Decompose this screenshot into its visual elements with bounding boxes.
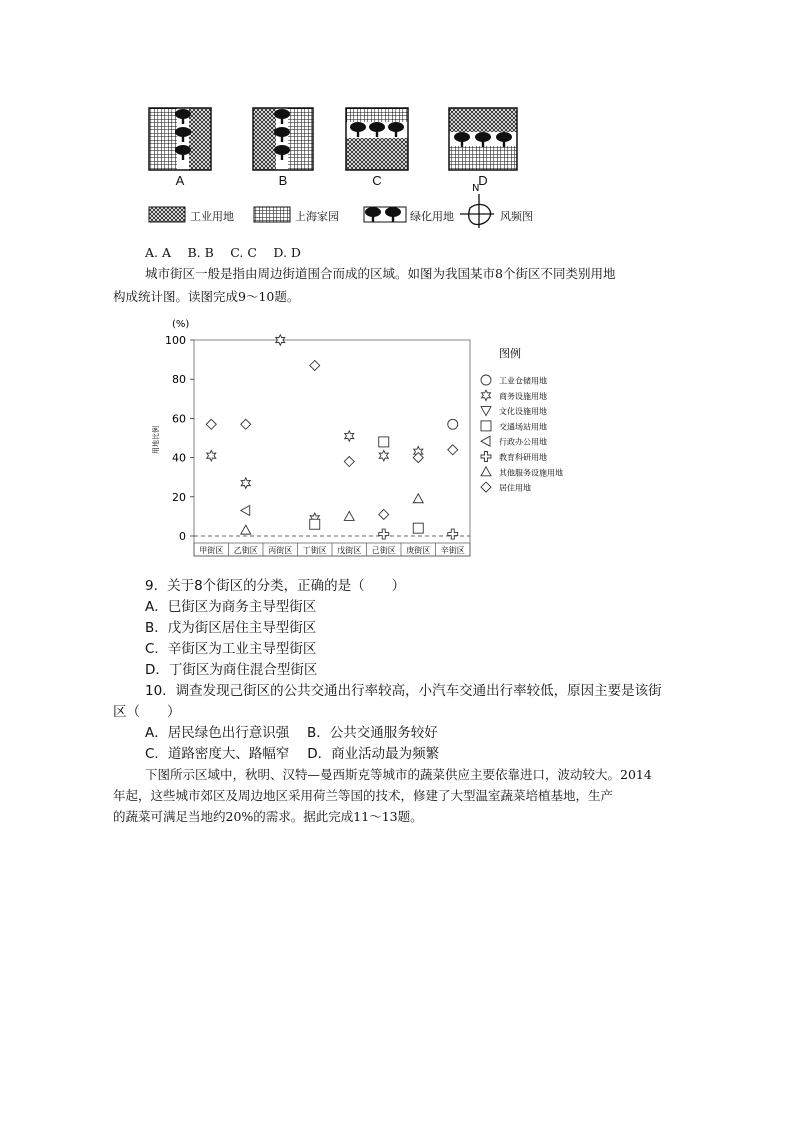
x-tick-label: 己街区	[371, 546, 396, 555]
data-point	[206, 419, 216, 429]
data-point	[310, 360, 320, 370]
chart-legend	[481, 375, 563, 493]
x-tick-label: 戊街区	[337, 546, 362, 555]
legend-marker	[481, 452, 491, 462]
legend-marker	[481, 436, 490, 446]
chart-frame	[194, 340, 470, 556]
data-point	[241, 525, 251, 534]
data-point	[448, 419, 458, 429]
q8-options: A. A B. B C. C D. D	[145, 245, 301, 260]
panel-label-b: B	[278, 173, 288, 188]
chart-x-axis	[194, 543, 470, 556]
q9-option-a: A．巳街区为商务主导型街区	[145, 599, 317, 615]
legend-label: 居住用地	[499, 483, 531, 493]
data-point	[413, 523, 423, 533]
q10-options-row1: A．居民绿色出行意识强 B．公共交通服务较好	[145, 725, 438, 741]
q9-stem: 9．关于8个街区的分类，正确的是（ ）	[145, 578, 406, 594]
data-point	[344, 457, 354, 467]
data-point	[379, 437, 389, 447]
legend-label: 其他服务设施用地	[499, 468, 563, 478]
chart-legend-title: 图例	[499, 347, 521, 360]
data-point	[207, 450, 216, 461]
y-tick-label: 60	[172, 412, 186, 426]
panel-label-c: C	[372, 173, 382, 188]
legend-marker	[482, 390, 491, 401]
panel-label-a: A	[175, 173, 185, 188]
legend-marker	[481, 482, 491, 492]
data-point	[344, 511, 354, 520]
chart-marks	[206, 335, 458, 539]
intro-11-13-line1: 下图所示区域中，秋明、汉特—曼西斯克等城市的蔬菜供应主要依靠进口，波动较大。2014	[145, 767, 652, 782]
data-point	[413, 494, 423, 503]
data-point	[310, 519, 320, 529]
q9-option-b: B．戊为街区居住主导型街区	[145, 620, 317, 636]
legend-label: 交通场站用地	[499, 422, 547, 432]
legend-marker	[481, 421, 491, 431]
intro-9-10-line1: 城市街区一般是指由周边街道围合而成的区域。如图为我国某市8个街区不同类别用地	[145, 266, 616, 281]
y-tick-label: 0	[179, 530, 186, 543]
data-point	[276, 335, 285, 346]
chart-ylabel: 用地比例	[152, 426, 160, 454]
data-point	[448, 529, 458, 539]
data-point	[379, 450, 388, 461]
intro-9-10-line2: 构成统计图。读图完成9～10题。	[113, 289, 300, 304]
q10-stem-line1: 10．调查发现己街区的公共交通出行率较高，小汽车交通出行率较低，原因主要是该街	[145, 683, 662, 699]
y-tick-label: 80	[172, 373, 186, 387]
legend-label: 商务设施用地	[499, 391, 547, 401]
q10-options-row2: C．道路密度大、路幅窄 D．商业活动最为频繁	[145, 746, 440, 762]
legend-residential-label: 上海家园	[295, 210, 339, 223]
x-tick-label: 丙街区	[268, 546, 293, 555]
x-tick-label: 甲街区	[199, 546, 224, 555]
x-tick-label: 丁街区	[302, 546, 327, 555]
legend-label: 工业仓储用地	[499, 376, 547, 386]
legend-label: 行政办公用地	[499, 437, 547, 447]
legend-label: 教育科研用地	[499, 453, 547, 462]
q10-stem-line2: 区（ ）	[113, 704, 181, 720]
intro-11-13-line3: 的蔬菜可满足当地约20%的需求。据此完成11～13题。	[113, 809, 423, 824]
data-point	[241, 478, 250, 489]
y-tick-label: 40	[172, 451, 186, 465]
chart-unit-label: (%)	[172, 319, 190, 330]
legend-label: 文化设施用地	[499, 407, 547, 417]
data-point	[379, 529, 389, 539]
legend-marker	[481, 407, 491, 416]
legend-industrial-label: 工业用地	[190, 210, 234, 223]
x-tick-label: 庚街区	[406, 546, 431, 555]
q9-option-c: C．辛街区为工业主导型街区	[145, 641, 317, 657]
legend-green-label: 绿化用地	[410, 210, 454, 223]
panel-label-d: D	[478, 173, 488, 188]
x-tick-label: 乙街区	[233, 546, 258, 555]
y-tick-label: 20	[172, 490, 186, 504]
q9-option-d: D．丁街区为商住混合型街区	[145, 662, 318, 678]
legend-marker	[481, 467, 491, 476]
legend-windrose-label: 风频图	[500, 210, 533, 223]
compass-n-label: N	[472, 183, 480, 194]
x-tick-label: 辛街区	[440, 546, 465, 555]
y-tick-label: 100	[165, 334, 186, 347]
intro-11-13-line2: 年起，这些城市郊区及周边地区采用荷兰等国的技术，修建了大型温室蔬菜培植基地，生产	[113, 788, 614, 803]
data-point	[241, 506, 250, 516]
data-point	[448, 445, 458, 455]
legend-marker	[481, 375, 491, 385]
data-point	[241, 419, 251, 429]
data-point	[345, 431, 354, 442]
data-point	[379, 509, 389, 519]
